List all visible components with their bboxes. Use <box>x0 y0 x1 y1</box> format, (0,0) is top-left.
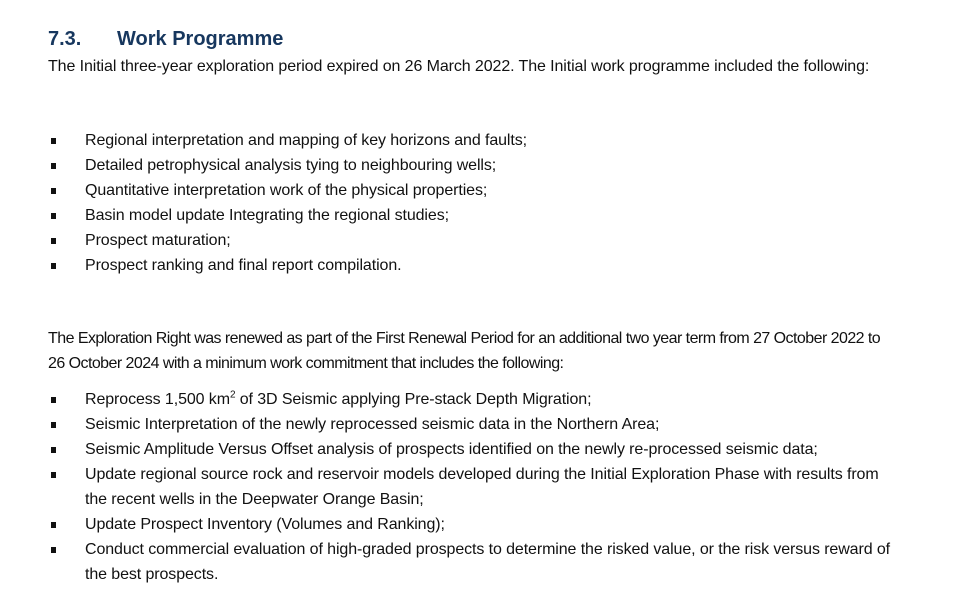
square-bullet-icon <box>51 188 56 194</box>
square-bullet-icon <box>51 397 56 403</box>
list-item: Prospect ranking and final report compilation. <box>48 253 898 278</box>
square-bullet-icon <box>51 422 56 428</box>
list-item: Seismic Interpretation of the newly reprocessed seismic data in the Northern Area; <box>48 412 898 437</box>
section-title: Work Programme <box>117 28 284 50</box>
renewal-work-list <box>48 387 898 587</box>
square-bullet-icon <box>51 522 56 528</box>
list-item: Conduct commercial evaluation of high-graded prospects to determine the risked value, or the risk versus reward of the best prospects. <box>48 537 898 587</box>
intro-paragraph: The Initial three-year exploration period expired on 26 March 2022. The Initial work programme included the following: <box>48 58 870 75</box>
list-item: Regional interpretation and mapping of key horizons and faults; <box>48 128 898 153</box>
list-item: Prospect maturation; <box>48 228 898 253</box>
square-bullet-icon <box>51 138 56 144</box>
square-bullet-icon <box>51 263 56 269</box>
square-bullet-icon <box>51 238 56 244</box>
initial-work-list <box>48 128 898 278</box>
list-item: Detailed petrophysical analysis tying to neighbouring wells; <box>48 153 898 178</box>
list-item: Seismic Amplitude Versus Offset analysis of prospects identified on the newly re-processed seismic data; <box>48 437 898 462</box>
square-bullet-icon <box>51 547 56 553</box>
square-bullet-icon <box>51 213 56 219</box>
square-bullet-icon <box>51 447 56 453</box>
square-bullet-icon <box>51 163 56 169</box>
list-item: Quantitative interpretation work of the physical properties; <box>48 178 898 203</box>
section-number: 7.3. <box>48 28 82 50</box>
section-heading <box>48 28 283 51</box>
list-item: Reprocess 1,500 $km^2$ of 3D Seismic applying Pre-stack Depth Migration; <box>48 387 898 412</box>
list-item: Update Prospect Inventory (Volumes and Ranking); <box>48 512 898 537</box>
square-bullet-icon <box>51 472 56 478</box>
list-item: Update regional source rock and reservoir models developed during the Initial Exploration Phase with results from the recent wells in the Deepwater Orange Basin; <box>48 462 898 512</box>
list-item: Basin model update Integrating the regional studies; <box>48 203 898 228</box>
renewal-paragraph: The Exploration Right was renewed as part of the First Renewal Period for an additional two year term from 27 October 2022 to 26 October 2024 with a minimum work commitment that includes the following: <box>48 330 881 372</box>
